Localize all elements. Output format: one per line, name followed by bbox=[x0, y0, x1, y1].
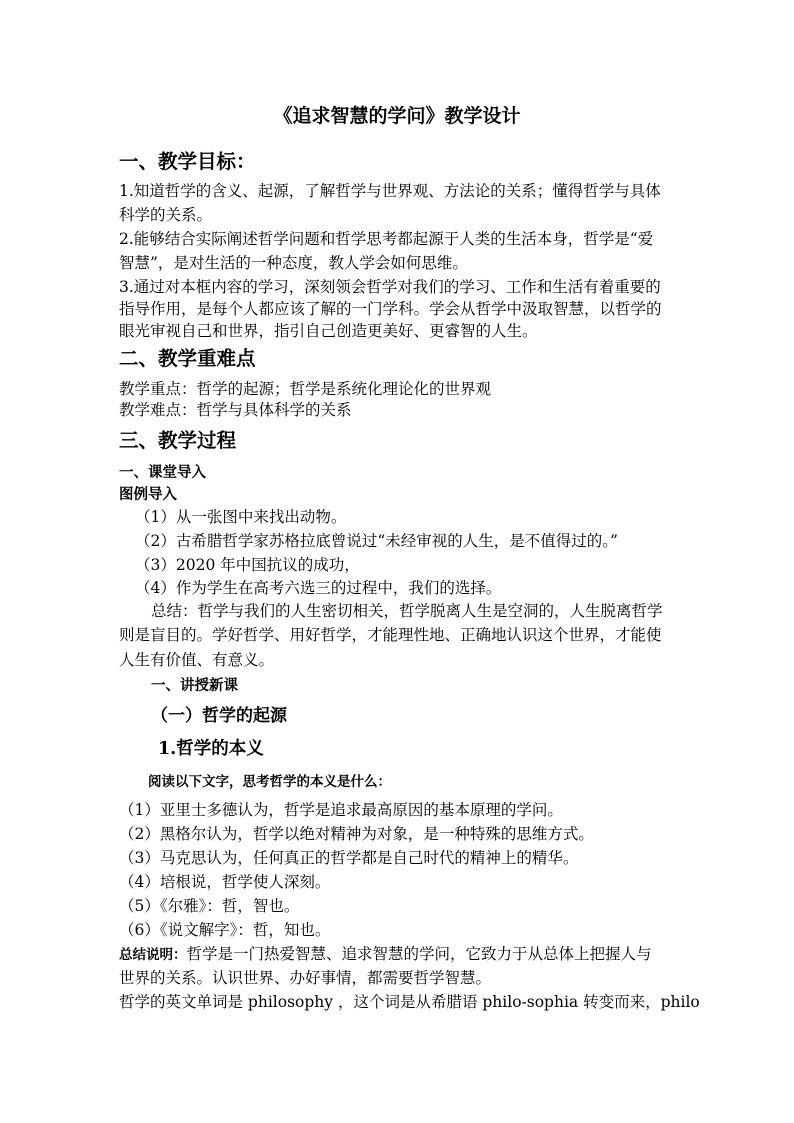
list-item: （1）从一张图中来找出动物。 bbox=[135, 508, 347, 526]
list-item: （3）2020 年中国抗议的成功， bbox=[135, 556, 360, 574]
quote-item: （2）黑格尔认为，哲学以绝对精神为对象，是一种特殊的思维方式。 bbox=[119, 825, 594, 843]
section2-heading: 二、教学重难点 bbox=[119, 347, 256, 370]
section3-heading: 三、教学过程 bbox=[119, 429, 237, 452]
conclusion-label: 总结说明： bbox=[119, 947, 187, 963]
objective-line: 眼光审视自己和世界，指引自己创造更美好、更睿智的人生。 bbox=[119, 322, 538, 340]
quote-item: （4）培根说，哲学使人深刻。 bbox=[119, 873, 331, 891]
key-point-line: 教学重点：哲学的起源；哲学是系统化理论化的世界观 bbox=[119, 380, 492, 398]
document-title: 《追求智慧的学问》教学设计 bbox=[273, 105, 521, 127]
figure-heading: 图例导入 bbox=[119, 486, 177, 503]
summary-line: 总结：哲学与我们的人生密切相关，哲学脱离人生是空洞的，人生脱离哲学 bbox=[151, 602, 663, 620]
intro-heading: 一、课堂导入 bbox=[119, 464, 206, 481]
summary-line: 则是盲目的。学好哲学、用好哲学，才能理性地、正确地认识这个世界，才能使 bbox=[119, 626, 662, 644]
conclusion-line bbox=[119, 944, 652, 965]
subsubsection-heading: 1.哲学的本义 bbox=[158, 739, 264, 759]
objective-line: 3.通过对本框内容的学习，深刻领会哲学对我们的学习、工作和生活有着重要的 bbox=[119, 278, 661, 296]
reading-prompt: 阅读以下文字，思考哲学的本义是什么： bbox=[148, 774, 391, 790]
quote-item: （5）《尔雅》：哲，智也。 bbox=[119, 897, 300, 915]
etymology-line: 哲学的英文单词是 philosophy ，这个词是从希腊语 philo-sophia 转变而来，philo bbox=[119, 993, 700, 1011]
objective-line: 2.能够结合实际阐述哲学问题和哲学思考都起源于人类的生活本身，哲学是“爱 bbox=[119, 230, 654, 248]
quote-item: （1）亚里士多德认为，哲学是追求最高原因的基本原理的学问。 bbox=[119, 801, 563, 819]
conclusion-text: 哲学是一门热爱智慧、追求智慧的学问，它致力于从总体上把握人与 bbox=[186, 945, 652, 963]
objective-line: 指导作用，是每个人都应该了解的一门学科。学会从哲学中汲取智慧，以哲学的 bbox=[119, 300, 662, 318]
list-item: （4）作为学生在高考六选三的过程中，我们的选择。 bbox=[135, 579, 502, 597]
list-item: （2）古希腊哲学家苏格拉底曾说过“未经审视的人生，是不值得过的。” bbox=[135, 532, 618, 550]
section1-heading: 一、教学目标： bbox=[119, 150, 256, 173]
subsection-heading: （一）哲学的起源 bbox=[151, 706, 287, 726]
quote-item: （3）马克思认为，任何真正的哲学都是自己时代的精神上的精华。 bbox=[119, 849, 579, 867]
objective-line: 智慧”，是对生活的一种态度，教人学会如何思维。 bbox=[119, 254, 468, 272]
difficulty-line: 教学难点：哲学与具体科学的关系 bbox=[119, 401, 352, 419]
new-lesson-heading: 一、讲授新课 bbox=[151, 677, 238, 694]
conclusion-line: 世界的关系。认识世界、办好事情，都需要哲学智慧。 bbox=[119, 969, 492, 987]
objective-line: 科学的关系。 bbox=[119, 206, 213, 224]
quote-item: （6）《说文解字》：哲，知也。 bbox=[119, 921, 331, 939]
summary-line: 人生有价值、有意义。 bbox=[119, 651, 275, 669]
objective-line: 1.知道哲学的含义、起源，了解哲学与世界观、方法论的关系；懂得哲学与具体 bbox=[119, 182, 661, 200]
